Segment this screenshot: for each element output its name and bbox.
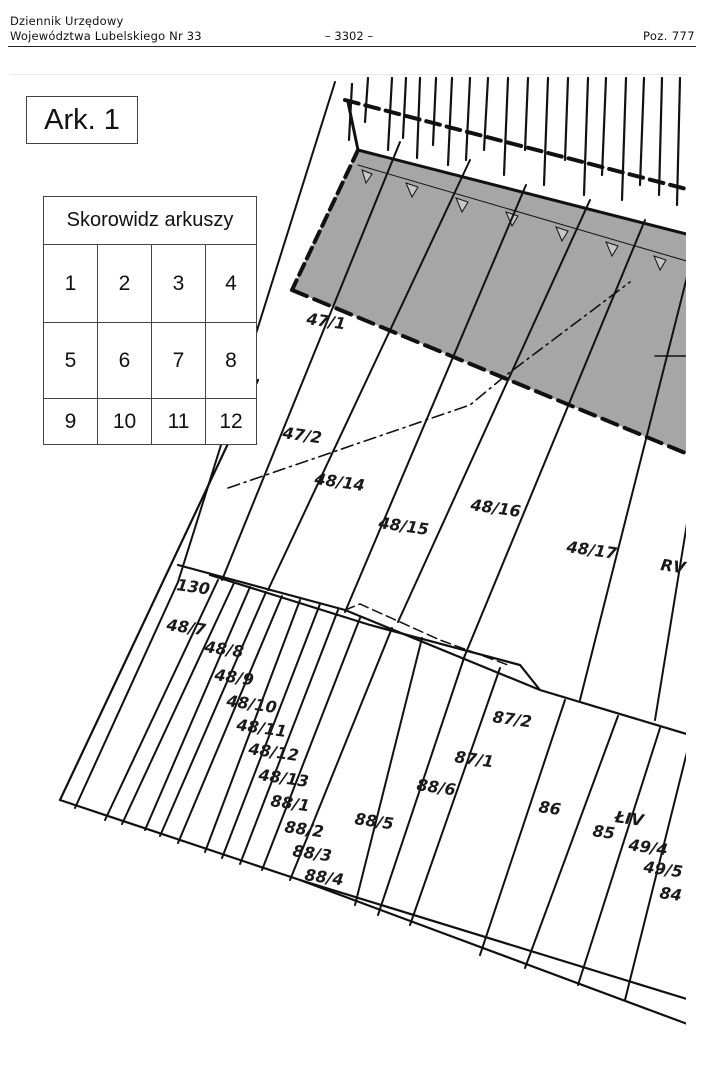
lower-parcel-lines	[75, 580, 690, 1000]
sheet-index-grid	[44, 245, 256, 445]
sheet-index-cell: 8	[206, 323, 256, 399]
sheet-index-cell: 10	[98, 399, 152, 445]
sheet-index-cell: 3	[152, 245, 206, 323]
parcel-label: 88/3	[291, 841, 333, 866]
parcel-label: 87/2	[491, 707, 533, 732]
sheet-index-cell: 12	[219, 410, 243, 433]
parcel-label: RV	[659, 555, 687, 578]
sheet-index-cell: 5	[44, 323, 98, 399]
parcel-label: 87/1	[453, 747, 495, 772]
parcel-label: 88/4	[303, 865, 345, 890]
sheet-index-table	[43, 196, 257, 445]
parcel-label: 88/2	[283, 817, 325, 842]
parcel-label: 86	[537, 797, 563, 820]
sheet-label: Ark. 1	[26, 96, 138, 144]
sheet-index-cell: 11	[152, 399, 206, 445]
parcel-label: 48/13	[257, 765, 310, 791]
sheet-index-cell: 9	[44, 399, 98, 445]
parcel-label: 48/14	[313, 469, 366, 495]
parcel-label: 48/8	[203, 637, 245, 662]
parcel-label: 48/11	[235, 715, 288, 741]
parcel-label: 49/4	[627, 835, 669, 860]
position-number: Poz. 777	[642, 29, 695, 43]
parcel-label: 49/5	[642, 857, 684, 882]
parcel-label: 130	[175, 575, 212, 599]
shaded-area	[292, 150, 690, 455]
sheet-index-cell: 2	[98, 245, 152, 323]
parcel-label: 48/12	[247, 739, 300, 765]
parcel-label: ŁIV	[613, 807, 645, 830]
sheet-index-cell: 6	[98, 323, 152, 399]
page-number: – 3302 –	[325, 29, 374, 43]
parcel-label: 48/16	[469, 495, 522, 521]
parcel-label: 88/6	[415, 775, 457, 800]
parcel-label: 48/15	[377, 513, 430, 539]
parcel-label: 88/1	[269, 791, 311, 816]
parcel-label: 84	[658, 883, 684, 906]
parcel-label: 48/7	[165, 615, 207, 640]
sheet-index-title: Skorowidz arkuszy	[44, 197, 256, 245]
parcel-label: 47/1	[305, 309, 347, 334]
parcel-label: 47/2	[281, 423, 323, 448]
journal-title-line-2: Województwa Lubelskiego Nr 33	[10, 29, 202, 43]
parcel-label: 85	[591, 821, 617, 844]
sheet-index-cell: 1	[44, 245, 98, 323]
sheet-index-cell: 7	[152, 323, 206, 399]
parcel-label: 48/9	[213, 665, 255, 690]
parcel-label: 48/17	[565, 537, 618, 563]
parcel-label: 88/5	[353, 809, 395, 834]
parcel-label: 48/10	[225, 691, 278, 717]
journal-title-line-1: Dziennik Urzędowy	[10, 14, 124, 28]
sheet-index-cell: 4	[206, 245, 256, 323]
